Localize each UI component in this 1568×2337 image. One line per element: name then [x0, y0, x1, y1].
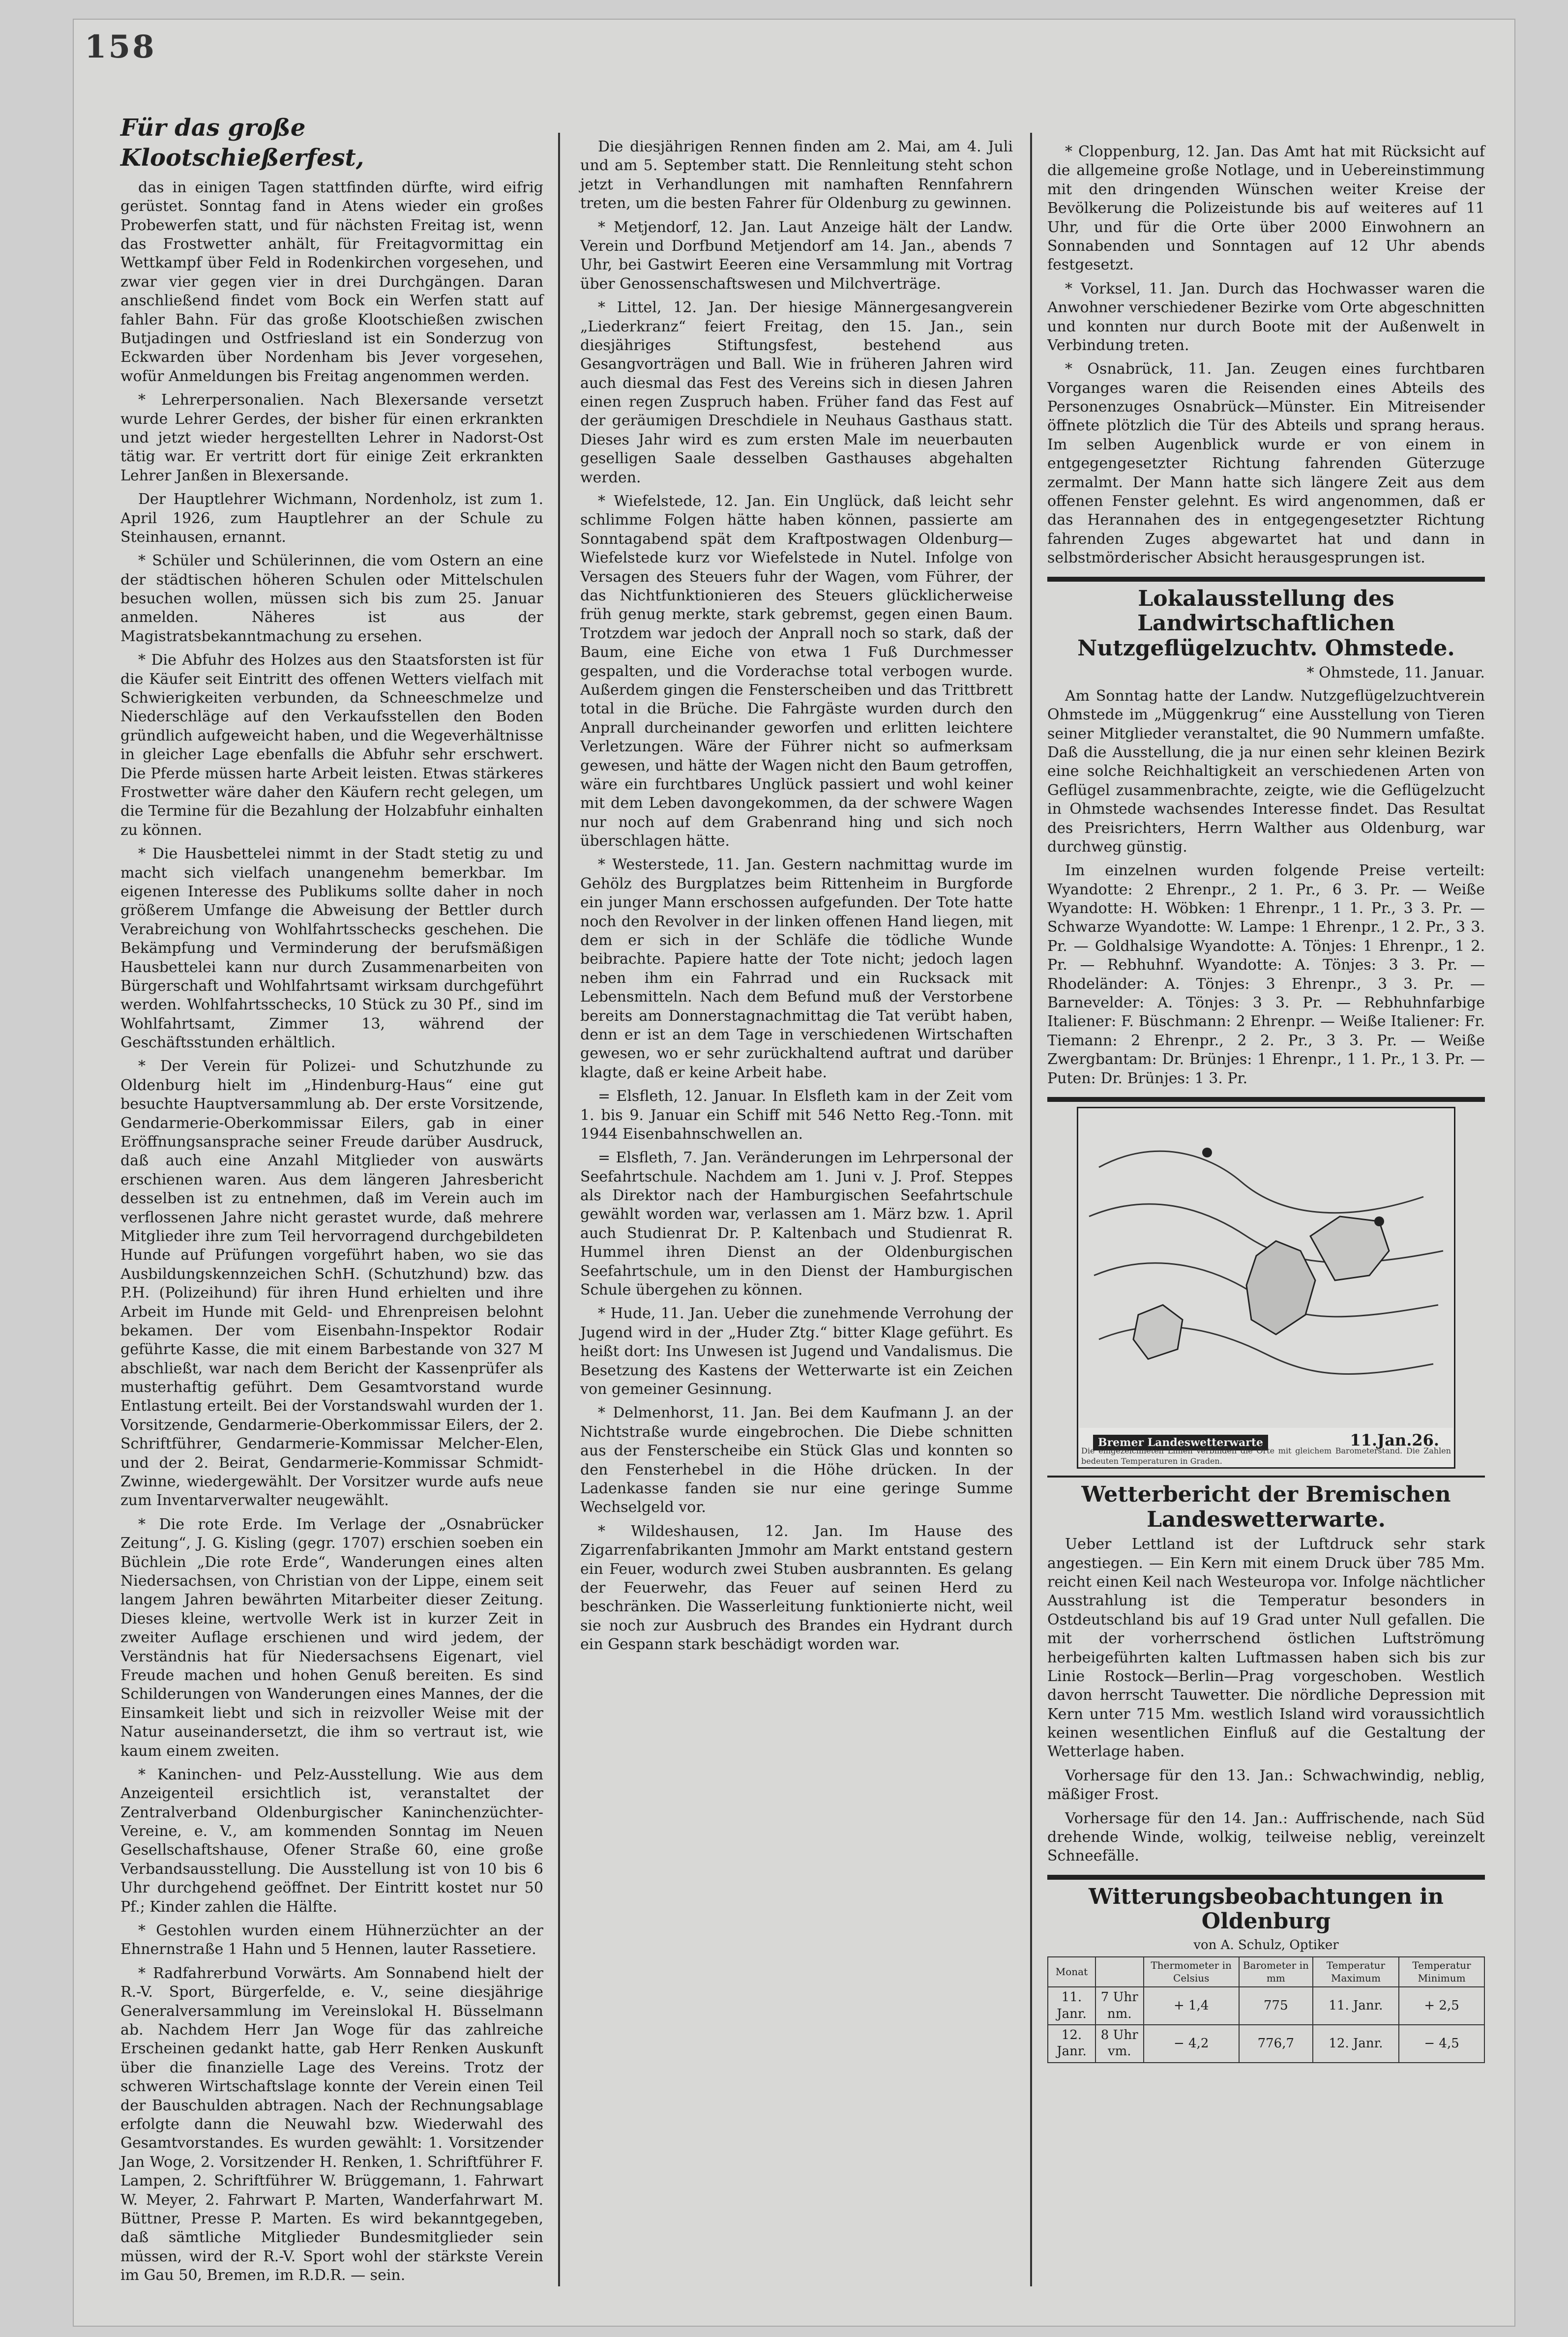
article-paragraph: = Elsfleth, 12. Januar. In Elsfleth kam in der Zeit vom 1. bis 9. Januar ein Schiff mit 546 Netto Reg.-Tonn. mit 1944 Eisenbahnschwellen an. — [580, 1088, 1013, 1143]
table-row — [1048, 2025, 1484, 2063]
exhibition-headline: Lokalausstellung des Landwirtschaftlichen Nutzgeflügelzuchtv. Ohmstede. — [1077, 586, 1455, 661]
weather-report-headline: Wetterbericht der Bremischen Landeswetterwarte. — [1081, 1481, 1451, 1532]
column-2 — [580, 138, 1013, 1659]
exhibition-paragraph: Am Sonntag hatte der Landw. Nutzgeflügelzuchtverein Ohmstede im „Müggenkrug“ eine Ausstellung von Tieren seiner Mitglieder veranstaltet, die 90 Nummern umfaßte. Daß die Ausstellung, die ja nur einen sehr kleinen Bezirk eine solche Reichhaltigkeit an verschiedenen Arten von Geflügel zusammenbrachte, zeigte, wie die Geflügelzucht in Ohmstede wachsendes Interesse findet. Das Resultat des Preisrichters, Herrn Walther aus Oldenburg, war durchweg günstig. — [1047, 687, 1485, 856]
column-rule — [558, 133, 560, 2286]
article-paragraph: * Wiefelstede, 12. Jan. Ein Unglück, daß leicht sehr schlimme Folgen hätte haben können, passierte am Sonntagabend spät dem Kraftpostwagen Oldenburg—Wiefelstede kurz vor Wiefelstede in Nutel. Infolge von Versagen des Steuers fuhr der Wagen, vom Führer, der das Nichtfunktionieren des Steuers glücklicherweise früh genug merkte, stark gebremst, gegen einen Baum. Trotzdem war jedoch der Anprall noch so stark, daß der Baum, eine Eiche von etwa 1 Fuß Durchmesser gespalten, und die Vorderachse total verbogen wurde. Außerdem gingen die Fensterscheiben und das Trittbrett total in die Brüche. Die Fahrgäste wurden durch den Anprall durcheinander geworfen und erlitten leichtere Verletzungen. Wäre der Führer nicht so aufmerksam gewesen, und hätte der Wagen nicht den Baum getroffen, wäre ein furchtbares Unglück passiert und wohl keiner mit dem Leben davongekommen, da der schwere Wagen nur noch auf dem Grabenrand hing und sich noch überschlagen hätte. — [580, 493, 1013, 850]
table-header: Thermometer in Celsius — [1144, 1957, 1239, 1987]
table-row — [1048, 1987, 1484, 2025]
article-paragraph: Der Hauptlehrer Wichmann, Nordenholz, ist zum 1. April 1926, zum Hauptlehrer an der Schule zu Steinhausen, ernannt. — [120, 491, 543, 546]
article-paragraph: * Osnabrück, 11. Jan. Zeugen eines furchtbaren Vorganges waren die Reisenden eines Abteils des Personenzuges Osnabrück—Münster. Ein Mitreisender öffnete plötzlich die Tür des Abteils und sprang heraus. Im selben Augenblick wurde er von einem in entgegengesetzter Richtung fahrenden Güterzuge zermalmt. Der Mann hatte sich längere Zeit aus dem offenen Fenster gelehnt. Es wird angenommen, daß er das Herannahen des in entgegengesetzter Richtung fahrenden Zuges abgewartet hat und dann in selbstmörderischer Absicht herausgesprungen ist. — [1047, 360, 1485, 567]
table-cell: + 2,5 — [1399, 1987, 1484, 2025]
article-paragraph: * Wildeshausen, 12. Jan. Im Hause des Zigarrenfabrikanten Jmmohr am Markt entstand gestern ein Feuer, wodurch zwei Stuben ausbrannten. Es gelang der Feuerwehr, das Feuer auf seinen Herd zu beschränken. Die Wasserleitung funktionierte nicht, weil sie noch zur Ausbruch des Brandes ein Hydrant durch ein Gespann stark beschädigt worden war. — [580, 1522, 1013, 1654]
table-cell: 776,7 — [1239, 2025, 1313, 2063]
table-cell: 7 Uhr nm. — [1095, 1987, 1144, 2025]
weather-map-drawing — [1078, 1108, 1454, 1428]
table-cell: 12. Janr. — [1048, 2025, 1095, 2063]
article-headline: Für das große Klootschießerfest, — [120, 114, 364, 172]
article-paragraph: * Hude, 11. Jan. Ueber die zunehmende Verrohung der Jugend wird in der „Huder Ztg.“ bitter Klage geführt. Es heißt dort: Ins Unwesen ist Jugend und Vandalismus. Die Besetzung des Kastens der Wetterwarte ist ein Zeichen von gemeiner Gesinnung. — [580, 1305, 1013, 1398]
weather-forecast: Vorhersage für den 13. Jan.: Schwachwindig, neblig, mäßiger Frost. — [1047, 1767, 1485, 1804]
table-cell: 8 Uhr vm. — [1095, 2025, 1144, 2063]
article-paragraph: * Cloppenburg, 12. Jan. Das Amt hat mit Rücksicht auf die allgemeine große Notlage, und in Uebereinstimmung mit den dringenden Wünschen weiter Kreise der Bevölkerung die Polizeistunde bis auf weiteres auf 11 Uhr, und für die Orte über 2000 Einwohnern an Sonnabenden und Sonntagen auf 12 Uhr abends festgesetzt. — [1047, 143, 1485, 274]
section-divider — [1047, 577, 1485, 582]
article-paragraph: * Delmenhorst, 11. Jan. Bei dem Kaufmann J. an der Nichtstraße wurde eingebrochen. Die Diebe schnitten aus der Fensterscheibe ein Stück Glas und konnten so den Fensterhebel in die Höhe drücken. In der Ladenkasse fanden sie nur eine geringe Summe Wechselgeld vor. — [580, 1404, 1013, 1516]
column-rule — [1030, 133, 1032, 2286]
section-divider — [1047, 1875, 1485, 1880]
section-divider — [1047, 1097, 1485, 1102]
table-header: Temperatur Maximum — [1313, 1957, 1399, 1987]
article-paragraph: * Schüler und Schülerinnen, die vom Ostern an eine der städtischen höheren Schulen oder Mittelschulen besuchen wollen, müssen sich bis zum 25. Januar anmelden. Näheres ist aus der Magistratsbekanntmachung zu ersehen. — [120, 552, 543, 645]
table-header: Temperatur Minimum — [1399, 1957, 1484, 1987]
section-divider — [1047, 1476, 1485, 1478]
weather-forecast: Vorhersage für den 14. Jan.: Auffrischende, nach Süd drehende Winde, wolkig, teilweise neblig, vereinzelt Schneefälle. — [1047, 1809, 1485, 1865]
weather-map-legend: Die eingezeichneten Linien verbinden die Orte mit gleichem Barometerstand. Die Zahlen bedeuten Temperaturen in Graden. — [1081, 1446, 1451, 1466]
table-cell: 11. Janr. — [1048, 1987, 1095, 2025]
table-header-row — [1048, 1957, 1484, 1987]
observations-table — [1047, 1956, 1485, 2063]
article-paragraph: = Elsfleth, 7. Jan. Veränderungen im Lehrpersonal der Seefahrtschule. Nachdem am 1. Juni v. J. Prof. Steppes als Direktor nach der Hamburgischen Seefahrtschule gewählt worden war, verlassen am 1. März bzw. 1. April auch Studienrat Dr. P. Kaltenbach und Studienrat R. Hummel ihren Dienst an der Oldenburgischen Seefahrtschule, um in den Dienst der Hamburgischen Schule übergehen zu können. — [580, 1149, 1013, 1299]
article-paragraph: * Gestohlen wurden einem Hühnerzüchter an der Ehnernstraße 1 Hahn und 5 Hennen, lauter Rassetiere. — [120, 1922, 543, 1958]
observations-byline: von A. Schulz, Optiker — [1193, 1937, 1339, 1952]
article-paragraph: Die diesjährigen Rennen finden am 2. Mai, am 4. Juli und am 5. September statt. Die Rennleitung steht schon jetzt in Verhandlungen mit namhaften Rennfahrern treten, um die besten Fahrer für Oldenburg zu gewinnen. — [580, 138, 1013, 212]
table-cell: 775 — [1239, 1987, 1313, 2025]
article-paragraph: * Metjendorf, 12. Jan. Laut Anzeige hält der Landw. Verein und Dorfbund Metjendorf am 14. Jan., abends 7 Uhr, bei Gastwirt Eeeren eine Versammlung mit Vortrag über Genossenschaftswesen und Milchverträge. — [580, 218, 1013, 293]
table-cell: + 1,4 — [1144, 1987, 1239, 2025]
table-header: Monat — [1048, 1957, 1095, 1987]
article-paragraph: * Die rote Erde. Im Verlage der „Osnabrücker Zeitung“, J. G. Kisling (gegr. 1707) erschien soeben ein Büchlein „Die rote Erde“, Wanderungen eines alten Niedersachsen, von Christian von der Lippe, einem seit langem Jahren bewährten Mitarbeiter dieser Zeitung. Dieses kleine, wertvolle Werk ist in kurzer Zeit in zweiter Auflage erschienen und wird jedem, der Verständnis hat für Niedersachsens Eigenart, viel Freude machen und hohen Genuß bereiten. Es sind Schilderungen von Wanderungen eines Mannes, der die Einsamkeit liebt und sich in reizvoller Weise mit der Natur auseinandersetzt, die ihm so vertraut ist, wie kaum einem zweiten. — [120, 1515, 543, 1760]
article-paragraph: das in einigen Tagen stattfinden dürfte, wird eifrig gerüstet. Sonntag fand in Atens wieder ein großes Probewerfen statt, und für nächsten Freitag ist, wenn das Frostwetter anhält, für Freitagvormittag ein Wettkampf über Feld in Rodenkirchen vorgesehen, und zwar vier gegen vier in drei Durchgängen. Daran anschließend findet vom Bock ein Werfen statt auf fahler Bahn. Für das große Klootschießen zwischen Butjadingen und Ostfriesland ist ein Sonderzug von Eckwarden über Nordenham bis Jever vorgesehen, wofür Anmeldungen bis Freitag angenommen werden. — [120, 178, 543, 385]
article-paragraph: * Die Hausbettelei nimmt in der Stadt stetig zu und macht sich vielfach unangenehm bemerkbar. Im eigenen Interesse des Publikums sollte daher in noch größerem Umfange die Abweisung der Bettler durch Verabreichung von Wohlfahrtsschecks geschehen. Die Bekämpfung und Verminderung der berufsmäßigen Hausbettelei kann nur durch Zusammenarbeiten von Bürgerschaft und Wohlfahrtsamt wirksam durchgeführt werden. Wohlfahrtsschecks, 10 Stück zu 30 Pf., sind im Wohlfahrtsamt, Zimmer 13, während der Geschäftsstunden erhältlich. — [120, 845, 543, 1052]
article-paragraph: * Lehrerpersonalien. Nach Blexersande versetzt wurde Lehrer Gerdes, der bisher für einen erkrankten und jetzt wieder hergestellten Lehrer in Nadorst-Ost tätig war. Er vertritt dort für einige Zeit erkrankten Lehrer Janßen in Blexersande. — [120, 391, 543, 484]
table-cell: 11. Janr. — [1313, 1987, 1399, 2025]
article-paragraph: * Der Verein für Polizei- und Schutzhunde zu Oldenburg hielt im „Hindenburg-Haus“ eine gut besuchte Hauptversammlung ab. Der erste Vorsitzende, Gendarmerie-Oberkommissar Eilers, gab in einer Eröffnungsansprache seiner Freude darüber Ausdruck, daß auch eine Anzahl Mitglieder von auswärts erschienen waren. Aus dem längeren Jahresbericht desselben ist zu entnehmen, daß im Verein auch im verflossenen Jahre nicht gerastet wurde, daß mehrere Mitglieder ihre zum Teil hervorragend durchgebildeten Hunde auf Prüfungen vorgeführt haben, wo sie das Ausbildungskennzeichen SchH. (Schutzhund) bzw. das P.H. (Polizeihund) für ihren Hund erhielten und ihre Arbeit im Hunde mit Geld- und Ehrenpreisen belohnt bekamen. Der vom Eisenbahn-Inspektor Rodair geführte Kasse, die mit einem Barbestande von 327 M abschließt, war nach dem Bericht der Kassenprüfer als musterhaftig geführt. Dem Gesamtvorstand wurde Entlastung erteilt. Bei der Vorstandswahl wurden der 1. Vorsitzende, Gendarmerie-Oberkommissar Eilers, der 2. Schriftführer, Gendarmerie-Kommissar Melcher-Elen, und der 2. Beirat, Gendarmerie-Kommissar Schmidt-Zwinne, wiedergewählt. Der Vorsitzer wurde aufs neue zum Inventarverwalter neugewählt. — [120, 1058, 543, 1509]
weather-map-date: 11.Jan.26. — [1350, 1431, 1439, 1450]
page-number: 158 — [85, 29, 156, 65]
column-1 — [120, 113, 543, 2290]
table-cell: − 4,2 — [1144, 2025, 1239, 2063]
article-paragraph: * Kaninchen- und Pelz-Ausstellung. Wie aus dem Anzeigenteil ersichtlich ist, veranstaltet der Zentralverband Oldenburgischer Kaninchenzüchter-Vereine, e. V., am kommenden Sonntag im Neuen Gesellschaftshause, Ofener Straße 60, eine große Verbandsausstellung. Die Ausstellung ist von 10 bis 6 Uhr durchgehend geöffnet. Der Eintritt kostet nur 50 Pf.; Kinder zahlen die Hälfte. — [120, 1766, 543, 1916]
exhibition-dateline: * Ohmstede, 11. Januar. — [1306, 664, 1485, 682]
observations-headline: Witterungsbeobachtungen in Oldenburg — [1089, 1884, 1444, 1934]
table-cell: 12. Janr. — [1313, 2025, 1399, 2063]
weather-report-paragraph: Ueber Lettland ist der Luftdruck sehr stark angestiegen. — Ein Kern mit einem Druck über 785 Mm. reicht einen Keil nach Westeuropa vor. Infolge nächtlicher Ausstrahlung ist die Temperatur besonders in Ostdeutschland bis auf 19 Grad unter Null gefallen. Die mit der vorherrschend östlichen Luftströmung herbeigeführten kalten Luftmassen haben sich bis zur Linie Rostock—Berlin—Prag vorgeschoben. Westlich davon herrscht Tauwetter. Die nördliche Depression mit Kern unter 715 Mm. westlich Island wird voraussichtlich keinen wesentlichen Einfluß auf die Gestaltung der Wetterlage haben. — [1047, 1536, 1485, 1761]
table-header — [1095, 1957, 1144, 1987]
newspaper-page — [74, 20, 1514, 2326]
article-paragraph: * Die Abfuhr des Holzes aus den Staatsforsten ist für die Käufer seit Eintritt des offenen Wetters vielfach mit Schwierigkeiten verbunden, da Schneeschmelze und Niederschläge auf den Verkaufsstellen den Boden gründlich aufgeweicht haben, und die Wegeverhältnisse in gleicher Lage ebenfalls die Abfuhr sehr erschwert. Die Pferde müssen harte Arbeit leisten. Etwas stärkeres Frostwetter wäre daher den Käufern recht gelegen, um die Termine für die Bezahlung der Holzabfuhr einhalten zu können. — [120, 651, 543, 839]
article-paragraph: * Westerstede, 11. Jan. Gestern nachmittag wurde im Gehölz des Burgplatzes beim Rittenheim in Burgforde ein junger Mann erschossen aufgefunden. Der Tote hatte noch den Revolver in der linken offenen Hand liegen, mit dem er sich in der Schläfe die tödliche Wunde beibrachte. Papiere hatte der Tote nicht; jedoch lagen neben ihm ein Fahrrad und ein Rucksack mit Lebensmitteln. Nach dem Befund muß der Verstorbene bereits am Donnerstagnachmittag die Tat verübt haben, denn er ist an dem Tage in verschiedenen Wirtschaften gewesen, wo er sehr zurückhaltend auftrat und darüber klagte, daß er keine Arbeit habe. — [580, 856, 1013, 1081]
weather-map-caption: Bremer Landeswetterwarte — [1093, 1435, 1268, 1450]
exhibition-paragraph: Im einzelnen wurden folgende Preise verteilt: Wyandotte: 2 Ehrenpr., 2 1. Pr., 6 3. Pr. — Weiße Wyandotte: H. Wöbken: 1 Ehrenpr., 1 1. Pr., 3 3. Pr. — Schwarze Wyandotte: W. Lampe: 1 Ehrenpr., 1 2. Pr., 3 3. Pr. — Goldhalsige Wyandotte: A. Tönjes: 1 Ehrenpr., 1 2. Pr. — Rebhuhnf. Wyandotte: A. Tönjes: 3 3. Pr. — Rhodeländer: A. Tönjes: 3 Ehrenpr., 3 3. Pr. — Barnevelder: A. Tönjes: 3 3. Pr. — Rebhuhnfarbige Italiener: F. Büschmann: 2 Ehrenpr. — Weiße Italiener: Fr. Tiemann: 2 Ehrenpr., 2 2. Pr., 3 3. Pr. — Weiße Zwergbantam: Dr. Brünjes: 1 Ehrenpr., 1 1. Pr., 1 3. Pr. — Puten: Dr. Brünjes: 1 3. Pr. — [1047, 862, 1485, 1087]
article-paragraph: * Vorksel, 11. Jan. Durch das Hochwasser waren die Anwohner verschiedener Bezirke vom Orte abgeschnitten und konnten nur durch Boote mit der Außenwelt in Verbindung treten. — [1047, 280, 1485, 354]
column-3 — [1047, 143, 1485, 2063]
article-paragraph: * Radfahrerbund Vorwärts. Am Sonnabend hielt der R.-V. Sport, Bürgerfelde, e. V., seine diesjährige Generalversammlung im Vereinslokal H. Büsselmann ab. Nachdem Herr Jan Woge für das zahlreiche Erscheinen gedankt hatte, gab Herr Renken Auskunft über die finanzielle Lage des Vereins. Trotz der schweren Wirtschaftslage konnte der Verein einen Teil der Bauschulden abtragen. Nach der Rechnungsablage erfolgte dann die Neuwahl bzw. Wiederwahl des Gesamtvorstandes. Es wurden gewählt: 1. Vorsitzender Jan Woge, 2. Vorsitzender H. Renken, 1. Schriftführer F. Lampen, 2. Schriftführer W. Brüggemann, 1. Fahrwart W. Meyer, 2. Fahrwart P. Marten, Wanderfahrwart M. Büttner, Presse P. Marten. Es wird bekanntgegeben, daß sämtliche Mitglieder Bundesmitglieder sein müssen, wird der R.-V. Sport wohl der stärkste Verein im Gau 50, Bremen, im R.D.R. — sein. — [120, 1964, 543, 2284]
weather-map — [1077, 1107, 1455, 1469]
table-cell: − 4,5 — [1399, 2025, 1484, 2063]
table-header: Barometer in mm — [1239, 1957, 1313, 1987]
article-paragraph: * Littel, 12. Jan. Der hiesige Männergesangverein „Liederkranz“ feiert Freitag, den 15. Jan., sein diesjähriges Stiftungsfest, bestehend aus Gesangvorträgen und Ball. Wie in früheren Jahren wird auch diesmal das Fest des Vereins sich in diesen Jahren einen regen Zuspruch haben. Früher fand das Fest auf der geräumigen Dreschdiele in Neuhaus Gasthaus statt. Dieses Jahr wird es zum ersten Male im neuerbauten geselligen Saale desselben Gasthauses abgehalten werden. — [580, 299, 1013, 486]
